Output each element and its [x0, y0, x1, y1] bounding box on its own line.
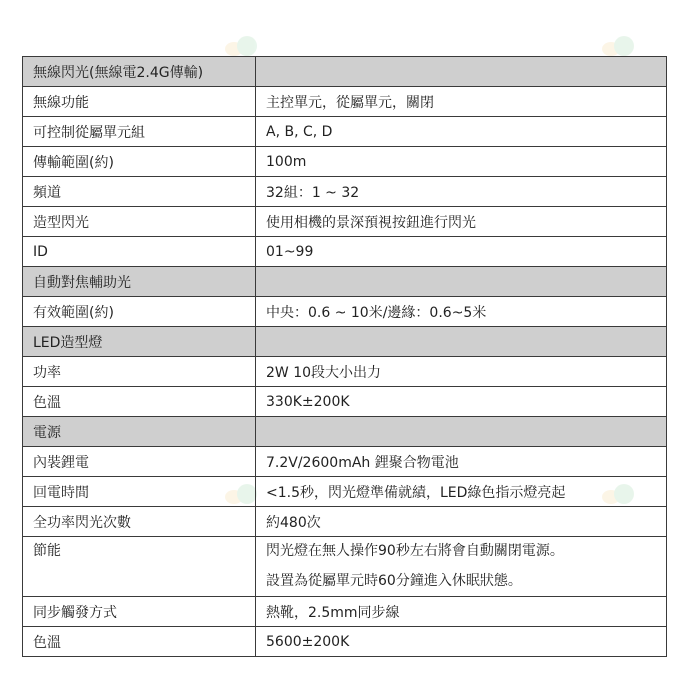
table-row: [23, 207, 667, 237]
spec-value: 熱靴，2.5mm同步線: [256, 597, 667, 627]
section-title: 電源: [23, 417, 256, 447]
section-header-row: [23, 327, 667, 357]
spec-value: 中央：0.6 ~ 10米/邊緣：0.6~5米: [256, 297, 667, 327]
spec-value: [256, 537, 667, 597]
spec-value: [256, 417, 667, 447]
spec-value-line-2: 設置為從屬單元時60分鐘進入休眠狀態。: [266, 572, 522, 589]
section-title: 自動對焦輔助光: [23, 267, 256, 297]
table-row: [23, 237, 667, 267]
spec-value: 主控單元，從屬單元，關閉: [256, 87, 667, 117]
table-row: [23, 177, 667, 207]
section-header-row: [23, 267, 667, 297]
spec-value: 約480次: [256, 507, 667, 537]
table-row: [23, 627, 667, 657]
table-row: [23, 447, 667, 477]
section-title: 無線閃光(無線電2.4G傳輸): [23, 57, 256, 87]
spec-label: 色溫: [23, 627, 256, 657]
table-row: [23, 387, 667, 417]
spec-label: ID: [23, 237, 256, 267]
spec-label: [23, 537, 256, 597]
spec-label: 有效範圍(約): [23, 297, 256, 327]
section-header-row: [23, 417, 667, 447]
spec-label: 無線功能: [23, 87, 256, 117]
spec-value: 01~99: [256, 237, 667, 267]
spec-label: 同步觸發方式: [23, 597, 256, 627]
spec-value: <1.5秒，閃光燈準備就績，LED綠色指示燈亮起: [256, 477, 667, 507]
section-header-row: [23, 57, 667, 87]
table-row: [23, 597, 667, 627]
spec-value: 2W 10段大小出力: [256, 357, 667, 387]
spec-value: 100m: [256, 147, 667, 177]
spec-value: [256, 267, 667, 297]
table-row: [23, 117, 667, 147]
spec-label: 回電時間: [23, 477, 256, 507]
spec-value: A, B, C, D: [256, 117, 667, 147]
spec-label: 全功率閃光次數: [23, 507, 256, 537]
spec-value: 7.2V/2600mAh 鋰聚合物電池: [256, 447, 667, 477]
spec-value: [256, 327, 667, 357]
spec-label: 功率: [23, 357, 256, 387]
section-title: LED造型燈: [23, 327, 256, 357]
spec-value: 5600±200K: [256, 627, 667, 657]
spec-label: 傳輸範圍(約): [23, 147, 256, 177]
spec-value-line-1: 閃光燈在無人操作90秒左右將會自動關閉電源。: [266, 543, 564, 559]
spec-value: 330K±200K: [256, 387, 667, 417]
spec-value: 32組：1 ~ 32: [256, 177, 667, 207]
spec-label: 可控制從屬單元組: [23, 117, 256, 147]
table-row: [23, 537, 667, 597]
spec-value: [256, 57, 667, 87]
table-row: [23, 357, 667, 387]
spec-label: 造型閃光: [23, 207, 256, 237]
spec-value: 使用相機的景深預視按鈕進行閃光: [256, 207, 667, 237]
table-row: [23, 87, 667, 117]
table-row: [23, 477, 667, 507]
table-row: [23, 297, 667, 327]
spec-label: 頻道: [23, 177, 256, 207]
table-row: [23, 147, 667, 177]
spec-label: 色溫: [23, 387, 256, 417]
spec-label: 內裝鋰電: [23, 447, 256, 477]
spec-label-text: 節能: [33, 543, 61, 559]
spec-table: [22, 56, 667, 657]
table-row: [23, 507, 667, 537]
